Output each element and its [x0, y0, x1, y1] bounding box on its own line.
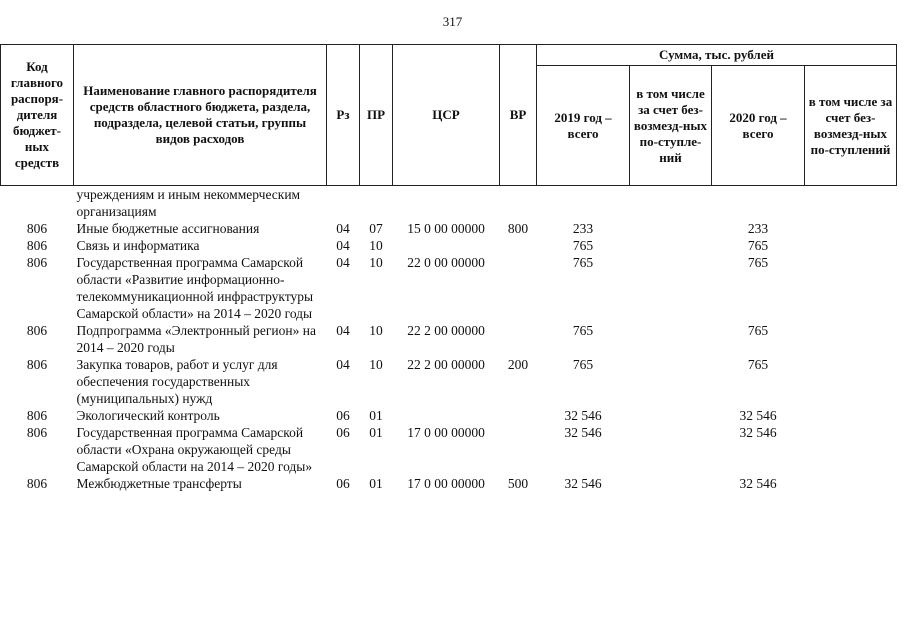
cell-code: 806 [26, 408, 48, 423]
cell-vr [500, 254, 537, 322]
cell-2019-total: 32 546 [564, 408, 602, 423]
cell-code: 806 [26, 357, 48, 372]
cell-2020-grants [805, 186, 897, 221]
cell-name: Межбюджетные трансферты [76, 476, 242, 491]
cell-name: Иные бюджетные ассигнования [76, 221, 260, 236]
cell-2019-grants [630, 356, 712, 407]
cell-pr: 01 [369, 476, 383, 491]
header-2020-total: 2020 год – всего [712, 66, 805, 186]
cell-2019-total [537, 186, 630, 221]
cell-2019-grants [630, 186, 712, 221]
header-vr: ВР [500, 45, 537, 186]
cell-rz: 04 [336, 357, 350, 372]
cell-code: 806 [26, 255, 48, 270]
cell-rz: 04 [336, 255, 350, 270]
cell-name: Подпрограмма «Электронный регион» на 2014 – 2020 годы [76, 323, 316, 355]
cell-pr: 10 [369, 357, 383, 372]
cell-pr [360, 186, 393, 221]
cell-2020-total [712, 186, 805, 221]
cell-2020-grants [805, 237, 897, 254]
budget-table [0, 44, 897, 492]
cell-csr: 17 0 00 00000 [407, 425, 485, 440]
cell-2020-grants [805, 356, 897, 407]
cell-2020-grants [805, 322, 897, 356]
table-row [1, 356, 897, 407]
cell-2020-total: 32 546 [739, 425, 777, 440]
cell-name: Государственная программа Самарской области «Охрана окружающей среды Самарской области на 2014 – 2020 годы» [76, 425, 313, 474]
cell-2020-total: 32 546 [739, 408, 777, 423]
page-number: 317 [442, 14, 463, 29]
cell-2020-grants [805, 475, 897, 492]
cell-rz: 06 [336, 476, 350, 491]
cell-2020-total: 765 [747, 238, 769, 253]
cell-vr: 200 [507, 357, 529, 372]
cell-code: 806 [26, 238, 48, 253]
cell-2019-grants [630, 237, 712, 254]
cell-2020-grants [805, 424, 897, 475]
header-sum-group: Сумма, тыс. рублей [537, 45, 897, 66]
cell-vr [500, 407, 537, 424]
cell-vr [500, 186, 537, 221]
cell-rz: 04 [336, 238, 350, 253]
cell-2019-grants [630, 407, 712, 424]
cell-csr [393, 237, 500, 254]
cell-pr: 10 [369, 323, 383, 338]
cell-name: учреждениям и иным некоммерческим организациям [76, 187, 301, 219]
cell-2020-grants [805, 407, 897, 424]
cell-2019-total: 32 546 [564, 476, 602, 491]
cell-2019-total: 765 [572, 357, 594, 372]
cell-vr [500, 322, 537, 356]
header-pr: ПР [360, 45, 393, 186]
table-row [1, 186, 897, 221]
cell-csr: 17 0 00 00000 [407, 476, 485, 491]
cell-code [1, 186, 74, 221]
cell-2020-total: 765 [747, 255, 769, 270]
cell-rz [327, 186, 360, 221]
cell-2019-total: 233 [572, 221, 594, 236]
cell-2019-total: 32 546 [564, 425, 602, 440]
cell-name: Экологический контроль [76, 408, 220, 423]
cell-name: Закупка товаров, работ и услуг для обеспечения государственных (муниципальных) нужд [76, 357, 278, 406]
cell-code: 806 [26, 476, 48, 491]
table-row [1, 220, 897, 237]
cell-2020-grants [805, 220, 897, 237]
cell-csr: 22 2 00 00000 [407, 357, 485, 372]
cell-rz: 04 [336, 221, 350, 236]
cell-pr: 01 [369, 425, 383, 440]
table-header [1, 45, 897, 186]
header-code: Код главного распоря-дителя бюджет-ных средств [1, 45, 74, 186]
cell-2019-grants [630, 475, 712, 492]
table-row [1, 237, 897, 254]
cell-2019-grants [630, 322, 712, 356]
table-row [1, 407, 897, 424]
cell-code: 806 [26, 323, 48, 338]
cell-2019-total: 765 [572, 255, 594, 270]
cell-2019-grants [630, 220, 712, 237]
cell-code: 806 [26, 425, 48, 440]
cell-csr: 22 0 00 00000 [407, 255, 485, 270]
cell-pr: 10 [369, 255, 383, 270]
header-name: Наименование главного распорядителя средств областного бюджета, раздела, подраздела, целевой статьи, группы видов расходов [74, 45, 327, 186]
header-2019-grants: в том числе за счет без-возмезд-ных по-ступле-ний [630, 66, 712, 186]
cell-2020-total: 765 [747, 357, 769, 372]
cell-2020-total: 765 [747, 323, 769, 338]
cell-2020-grants [805, 254, 897, 322]
cell-2019-grants [630, 424, 712, 475]
cell-2019-total: 765 [572, 238, 594, 253]
cell-name: Государственная программа Самарской области «Развитие информационно-телекоммуникационной инфраструктуры Самарской области» на 2014 – 2020 годы [76, 255, 314, 321]
cell-2020-total: 233 [747, 221, 769, 236]
cell-pr: 07 [369, 221, 383, 236]
cell-csr: 22 2 00 00000 [407, 323, 485, 338]
table-row [1, 322, 897, 356]
cell-vr: 800 [507, 221, 529, 236]
cell-rz: 04 [336, 323, 350, 338]
cell-name: Связь и информатика [76, 238, 200, 253]
cell-vr [500, 237, 537, 254]
cell-vr [500, 424, 537, 475]
cell-2020-total: 32 546 [739, 476, 777, 491]
cell-pr: 01 [369, 408, 383, 423]
table-row [1, 254, 897, 322]
cell-2019-total: 765 [572, 323, 594, 338]
cell-csr: 15 0 00 00000 [407, 221, 485, 236]
header-2020-grants: в том числе за счет без-возмезд-ных по-ступлений [805, 66, 897, 186]
cell-rz: 06 [336, 408, 350, 423]
cell-csr [393, 407, 500, 424]
table-row [1, 424, 897, 475]
table-body [1, 186, 897, 493]
header-rz: Рз [327, 45, 360, 186]
cell-code: 806 [26, 221, 48, 236]
cell-rz: 06 [336, 425, 350, 440]
cell-vr: 500 [507, 476, 529, 491]
cell-pr: 10 [369, 238, 383, 253]
cell-2019-grants [630, 254, 712, 322]
cell-csr [393, 186, 500, 221]
table-row [1, 475, 897, 492]
header-2019-total: 2019 год – всего [537, 66, 630, 186]
header-csr: ЦСР [393, 45, 500, 186]
